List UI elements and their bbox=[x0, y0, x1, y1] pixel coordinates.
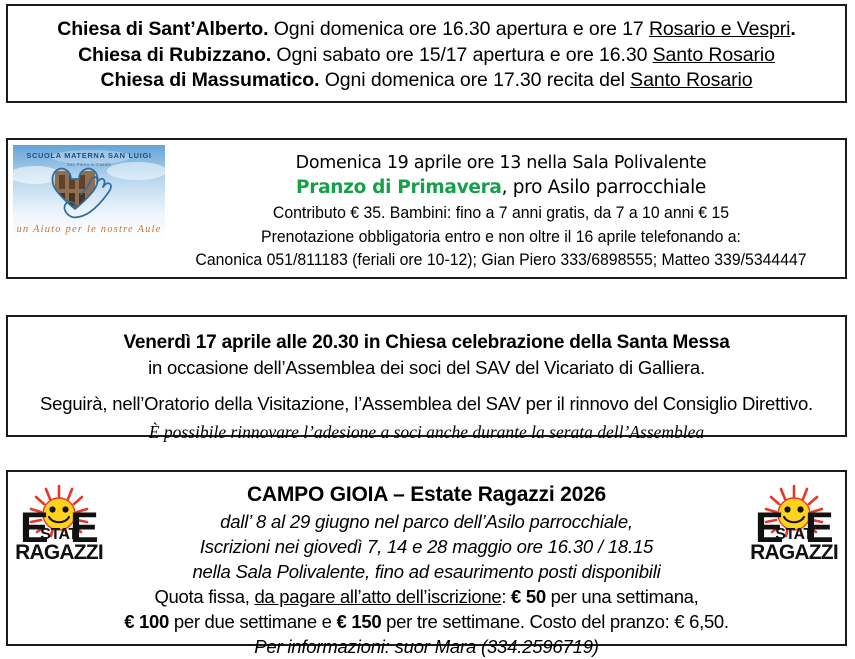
sav-notice-box bbox=[6, 315, 847, 442]
campo-text-block bbox=[100, 472, 753, 659]
estate-logo-mid-letters: STAT bbox=[775, 526, 813, 543]
campo-registration-line: Iscrizioni nei giovedì 7, 14 e 28 maggio ore 16.30 / 18.15 bbox=[199, 536, 654, 557]
scuola-materna-san-luigi-logo-icon bbox=[13, 145, 165, 240]
estate-ragazzi-logo-right-container bbox=[750, 472, 845, 564]
church-line bbox=[18, 43, 835, 69]
church-line bbox=[18, 68, 835, 94]
church-name: Chiesa di Massumatico. bbox=[100, 69, 320, 91]
churches-notice-box bbox=[6, 4, 847, 103]
estate-logo-bottom-word: RAGAZZI bbox=[750, 541, 838, 564]
campo-fee-line-1 bbox=[100, 584, 753, 609]
estate-logo-big-left-letter: E bbox=[20, 504, 49, 552]
sav-assembly-line: Seguirà, nell’Oratorio della Visitazione, l’Assemblea del SAV per il rinnovo del Consiglio Direttivo. bbox=[40, 393, 813, 414]
campo-price-one-week: € 50 bbox=[511, 586, 546, 607]
campo-dates-line: dall’ 8 al 29 giugno nel parco dell’Asilo parrocchiale, bbox=[220, 511, 633, 532]
pranzo-contacts-line: Canonica 051/811183 (feriali ore 10-12); Gian Piero 333/6898555; Matteo 339/5344447 bbox=[195, 250, 807, 269]
sav-occasion-line: in occasione dell’Assemblea dei soci del SAV del Vicariato di Galliera. bbox=[148, 357, 705, 378]
pranzo-booking-line: Prenotazione obbligatoria entro e non oltre il 16 aprile telefonando a: bbox=[261, 226, 741, 246]
campo-gioia-notice-box bbox=[6, 470, 847, 657]
campo-venue-line: nella Sala Polivalente, fino ad esaurimento posti disponibili bbox=[192, 561, 661, 582]
pranzo-text-block bbox=[165, 140, 845, 272]
campo-price-three-weeks: € 150 bbox=[336, 611, 382, 632]
estate-ragazzi-logo-left-container bbox=[8, 472, 103, 564]
sun-eye-right-icon bbox=[797, 506, 803, 512]
estate-logo-mid-letters: STAT bbox=[40, 526, 78, 543]
church-schedule-text: Ogni domenica ore 17.30 recita del bbox=[319, 69, 631, 91]
pranzo-title-line bbox=[165, 175, 837, 201]
church-line-tail: . bbox=[790, 18, 796, 40]
sav-content bbox=[8, 317, 845, 452]
estate-logo-big-right-letter: E bbox=[805, 504, 834, 552]
church-schedule-text: Ogni domenica ore 16.30 apertura e ore 17 bbox=[268, 18, 649, 40]
church-schedule-text: Ogni sabato ore 15/17 apertura e ore 16.30 bbox=[271, 43, 653, 66]
campo-info-line: Per informazioni: suor Mara (334.2596719) bbox=[254, 636, 599, 657]
logo-script-text: un Aiuto per le nostre Aule bbox=[16, 224, 162, 235]
campo-fee-suffix: per una settimana, bbox=[545, 586, 699, 607]
campo-lunch-cost: per tre settimane. Costo del pranzo: € 6,50. bbox=[381, 611, 729, 632]
campo-fee-mid: per due settimane e bbox=[169, 611, 337, 632]
estate-ragazzi-logo-icon bbox=[15, 484, 103, 564]
estate-ragazzi-logo-icon bbox=[750, 484, 838, 564]
logo-title-text: SCUOLA MATERNA SAN LUIGI bbox=[26, 151, 152, 160]
campo-price-two-weeks: € 100 bbox=[124, 611, 170, 632]
logo-subtitle-text: San Pietro in Casale bbox=[66, 162, 112, 167]
sun-eye-left-icon bbox=[49, 506, 55, 512]
pranzo-date-line: Domenica 19 aprile ore 13 nella Sala Polivalente bbox=[295, 153, 707, 173]
estate-logo-big-left-letter: E bbox=[755, 504, 784, 552]
pranzo-event-subtitle: , pro Asilo parrocchiale bbox=[501, 177, 706, 198]
pranzo-layout bbox=[8, 140, 845, 277]
estate-logo-big-right-letter: E bbox=[70, 504, 99, 552]
church-service-name: Santo Rosario bbox=[652, 43, 775, 66]
asilo-logo-container bbox=[8, 140, 165, 240]
sav-membership-note: È possibile rinnovare l’adesione a soci anche durante la serata dell’Assemblea bbox=[148, 422, 705, 442]
church-service-name: Santo Rosario bbox=[630, 69, 753, 91]
church-line bbox=[18, 17, 835, 43]
pranzo-price-line: Contributo € 35. Bambini: fino a 7 anni gratis, da 7 a 10 anni € 15 bbox=[272, 203, 730, 222]
pranzo-notice-box bbox=[6, 138, 847, 279]
sav-mass-line: Venerdì 17 aprile alle 20.30 in Chiesa celebrazione della Santa Messa bbox=[123, 332, 730, 353]
pranzo-event-title: Pranzo di Primavera bbox=[296, 177, 502, 198]
church-service-name: Rosario e Vespri bbox=[648, 18, 791, 40]
estate-logo-bottom-word: RAGAZZI bbox=[15, 541, 103, 564]
churches-content bbox=[8, 6, 845, 102]
campo-fee-colon: : bbox=[501, 586, 512, 607]
campo-title: CAMPO GIOIA – Estate Ragazzi 2026 bbox=[246, 483, 607, 506]
campo-fee-underlined: da pagare all’atto dell’iscrizione bbox=[254, 586, 502, 607]
church-name: Chiesa di Sant’Alberto. bbox=[57, 18, 269, 40]
campo-layout bbox=[8, 472, 845, 657]
church-name: Chiesa di Rubizzano. bbox=[78, 43, 272, 66]
sun-eye-right-icon bbox=[62, 506, 68, 512]
sun-eye-left-icon bbox=[784, 506, 790, 512]
campo-fee-prefix: Quota fissa, bbox=[154, 586, 255, 607]
campo-fee-line-2 bbox=[100, 609, 753, 634]
